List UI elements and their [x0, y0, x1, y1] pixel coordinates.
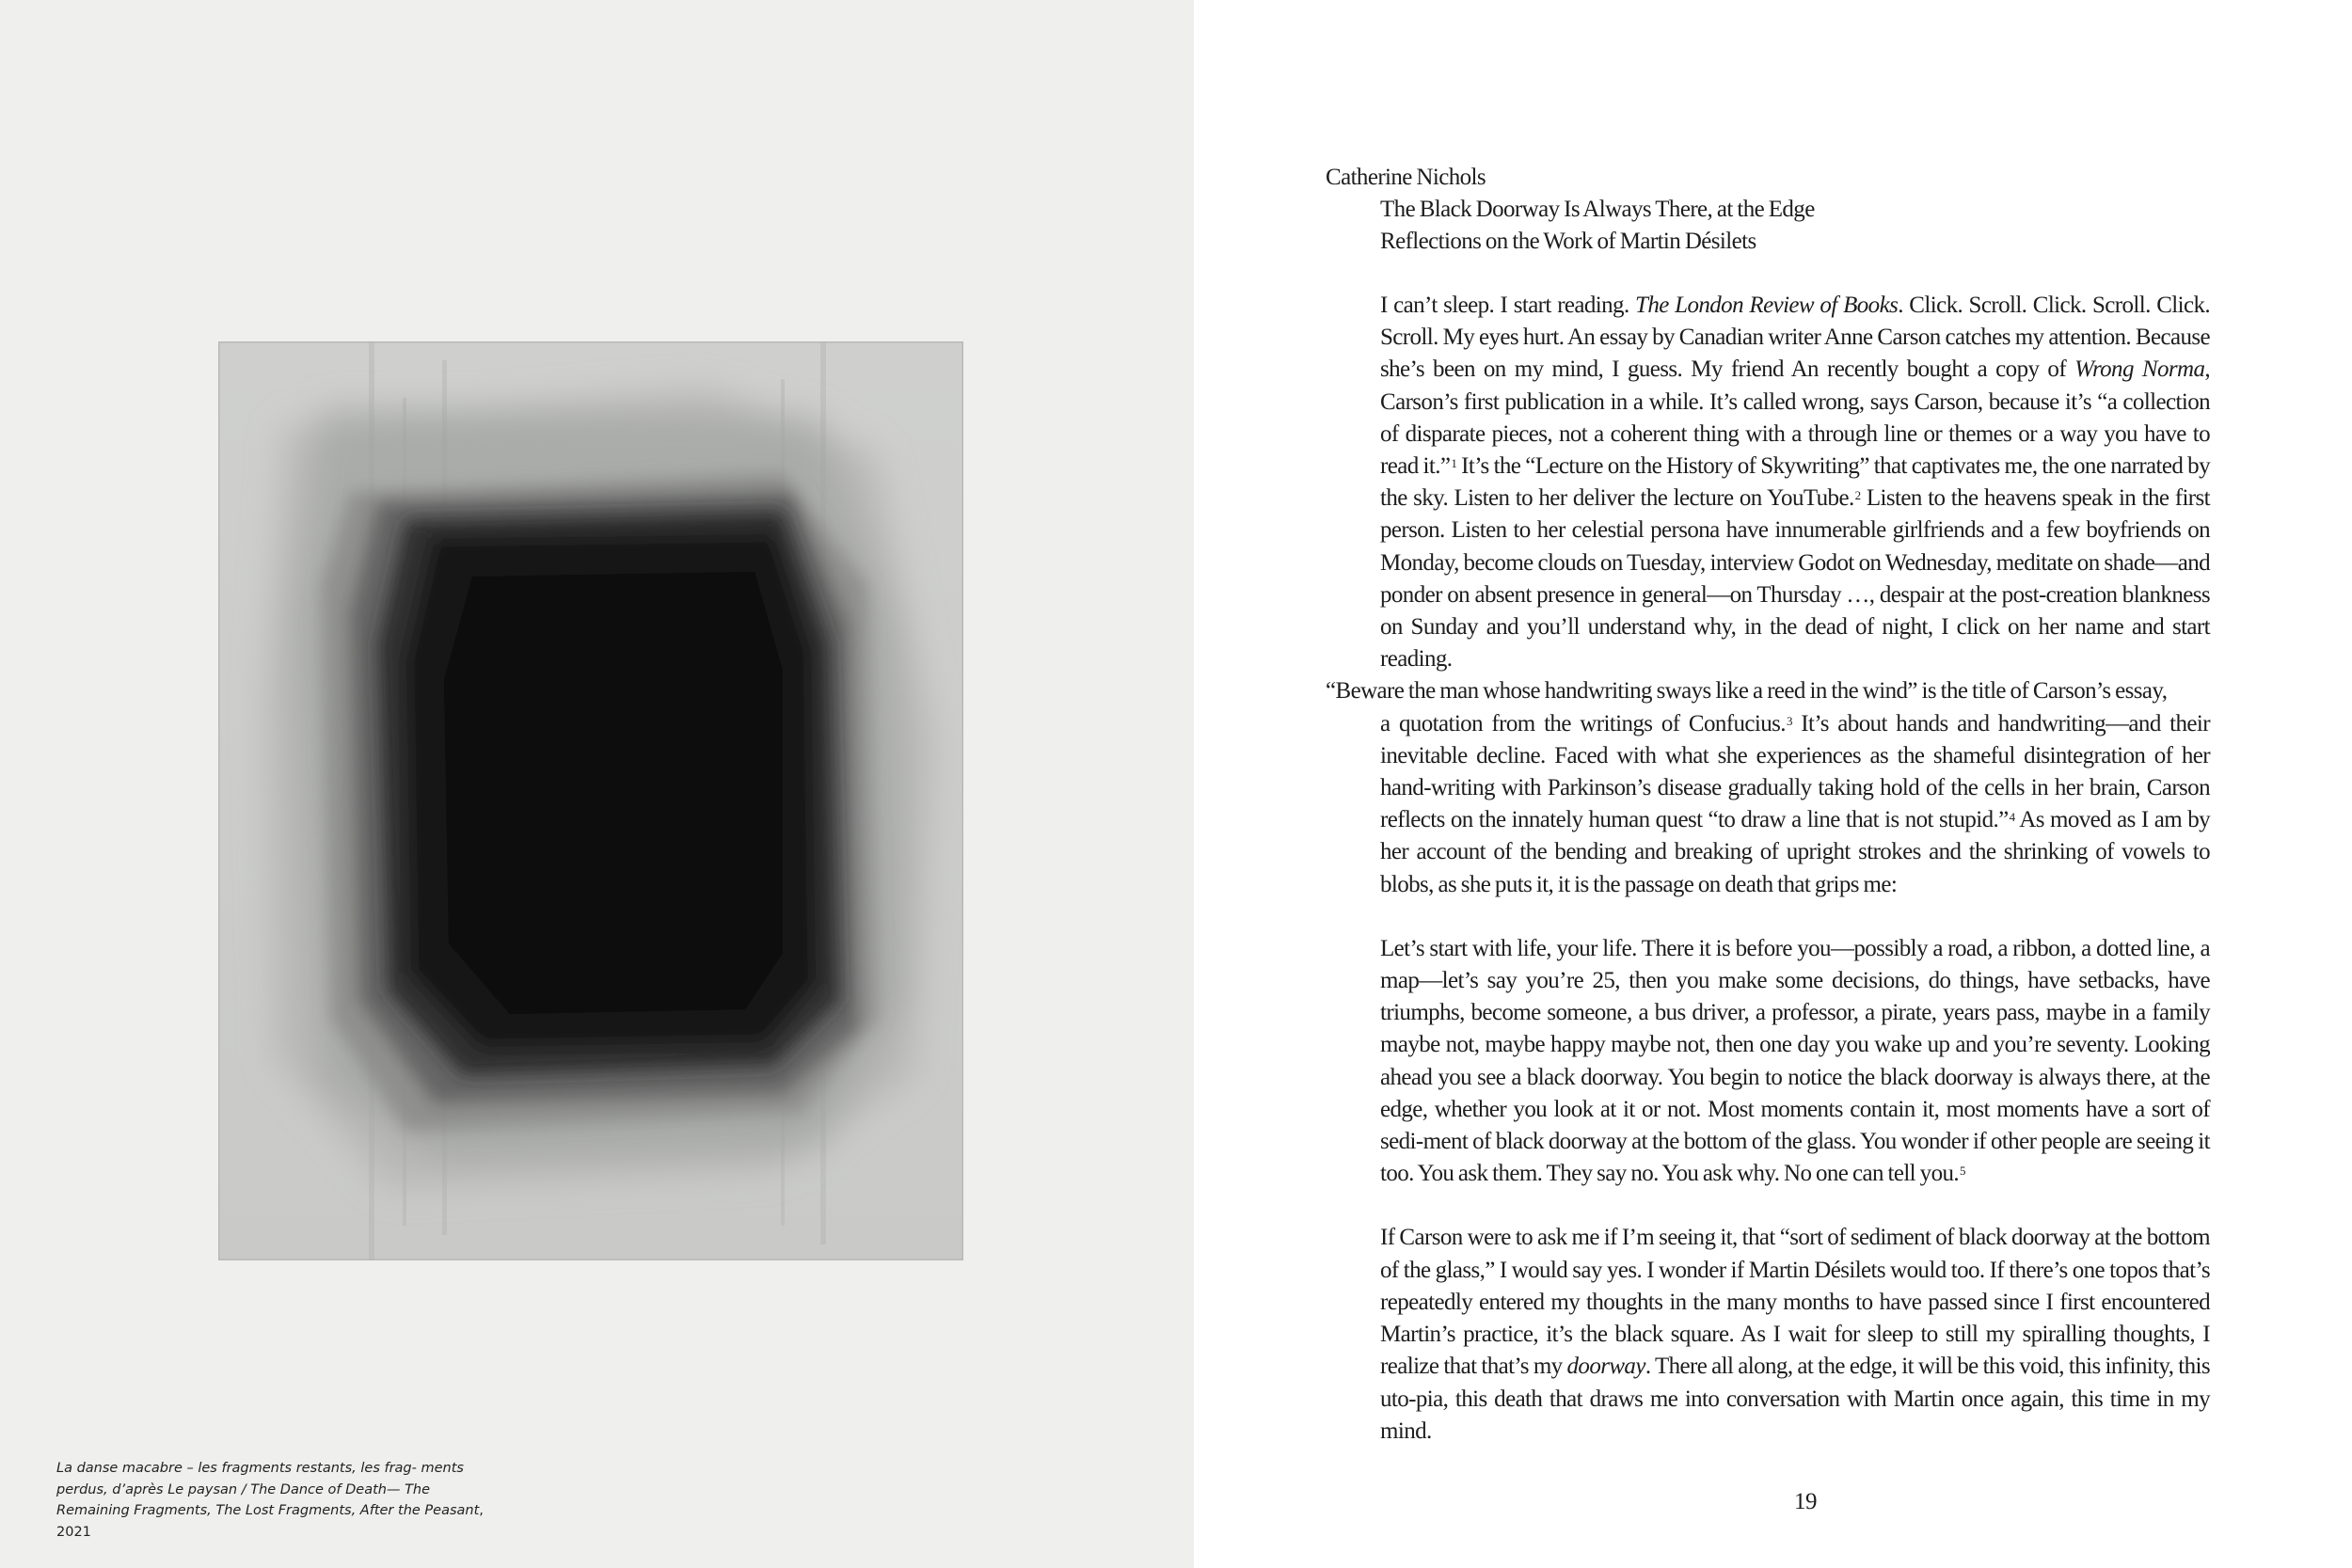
article-header: [1326, 162, 2172, 258]
page-number: 19: [1794, 1489, 1817, 1514]
paragraph-2-lead: “Beware the man whose handwriting sways like a reed in the wind” is the title of Carson’s essay,: [1326, 678, 2168, 705]
paragraph-2: “Beware the man whose handwriting sways like a reed in the wind” is the title of Carson’s essay, a quotation from the writings of Confucius.$^3$ It’s about hands and handwriting—and their inevitable decline. Faced with what she experiences as the shameful disintegration of her hand-writing with Parkinson’s disease gradually taking hold of the cells in her brain, Carson reflects on the innately human quest “to draw a line that is not stupid.”$^4$ As moved as I am by her account of the bending and breaking of upright strokes and the shrinking of vowels to blobs, as she puts it, it is the passage on death that grips me:: [1326, 678, 2211, 897]
doorway-emphasis: doorway: [1566, 1354, 1645, 1380]
article-subtitle: Reflections on the Work of Martin Désilets: [1380, 229, 1756, 254]
right-page: [1194, 0, 2352, 1568]
footnote-ref-1: 1: [1451, 456, 1457, 471]
essay-body: [1326, 290, 2211, 1448]
paragraph-1: I can’t sleep. I start reading. The London Review of Books. Click. Scroll. Click. Scroll. Click. Scroll. My eyes hurt. An essay by Canadian writer Anne Carson catches my attention. Because she’s been on my mind, I guess. My friend An recently bought a copy of Wrong Norma, Carson’s first publication in a while. It’s called wrong, says Carson, because it’s “a collection of disparate pieces, not a coherent thing with a through line or themes or a way you have to read it.”$^1$ It’s the “Lecture on the History of Skywriting” that captivates me, the one narrated by the sky. Listen to her deliver the lecture on YouTube.$^2$ Listen to the heavens speak in the first person. Listen to her celestial persona have innumerable girlfriends and a few boyfriends on Monday, become clouds on Tuesday, interview Godot on Wednesday, meditate on shade—and ponder on absent presence in general—on Thursday …, despair at the post-creation blankness on Sunday and you’ll understand why, in the dead of night, I click on her name and start reading.: [1380, 293, 2211, 673]
black-square-painting: [218, 341, 963, 1260]
artwork-caption: [56, 1458, 489, 1543]
block-quote: Let’s start with life, your life. There it is before you—possibly a road, a ribbon, a dotted line, a map—let’s say you’re 25, then you make some decisions, do things, have setbacks, have triumphs, become someone, a bus driver, a professor, a pirate, years pass, maybe in a family maybe not, maybe happy maybe not, then one day you wake up and you’re seventy. Looking ahead you see a black doorway. You begin to notice the black doorway is always there, at the edge, whether you look at it or not. Most moments contain it, most moments have a sort of sedi-ment of black doorway at the bottom of the glass. You wonder if other people are seeing it too. You ask them. They say no. You ask why. No one can tell you.$^5$: [1380, 935, 2210, 1187]
article-title: The Black Doorway Is Always There, at the Edge: [1380, 197, 1815, 222]
paragraph-3: If Carson were to ask me if I’m seeing it, that “sort of sediment of black doorway at the bottom of the glass,” I would say yes. I wonder if Martin Désilets would too. If there’s one topos that’s repeatedly entered my thoughts in the many months to have passed since I first encountered Martin’s practice, it’s the black square. As I wait for sleep to still my spiralling thoughts, I realize that that’s my doorway. There all along, at the edge, it will be this void, this infinity, this uto-pia, this death that draws me into conversation with Martin once again, this time in my mind.: [1380, 1225, 2210, 1444]
caption-title: La danse macabre – les fragments restants, les frag- ments perdus, d’après Le paysan / The Dance of Death— The Remaining Fragments, The Lost Fragments, After the Peasant: [56, 1461, 480, 1518]
artwork-image: [218, 341, 963, 1260]
footnote-ref-3: 3: [1786, 713, 1792, 728]
author-name: Catherine Nichols: [1326, 165, 1486, 190]
footnote-ref-2: 2: [1854, 488, 1861, 503]
footnote-ref-4: 4: [2009, 810, 2015, 825]
caption-year: , 2021: [56, 1503, 484, 1540]
publication-title: The London Review of Books: [1635, 293, 1899, 318]
book-title: Wrong Norma: [2074, 356, 2205, 383]
footnote-ref-5: 5: [1960, 1164, 1965, 1179]
